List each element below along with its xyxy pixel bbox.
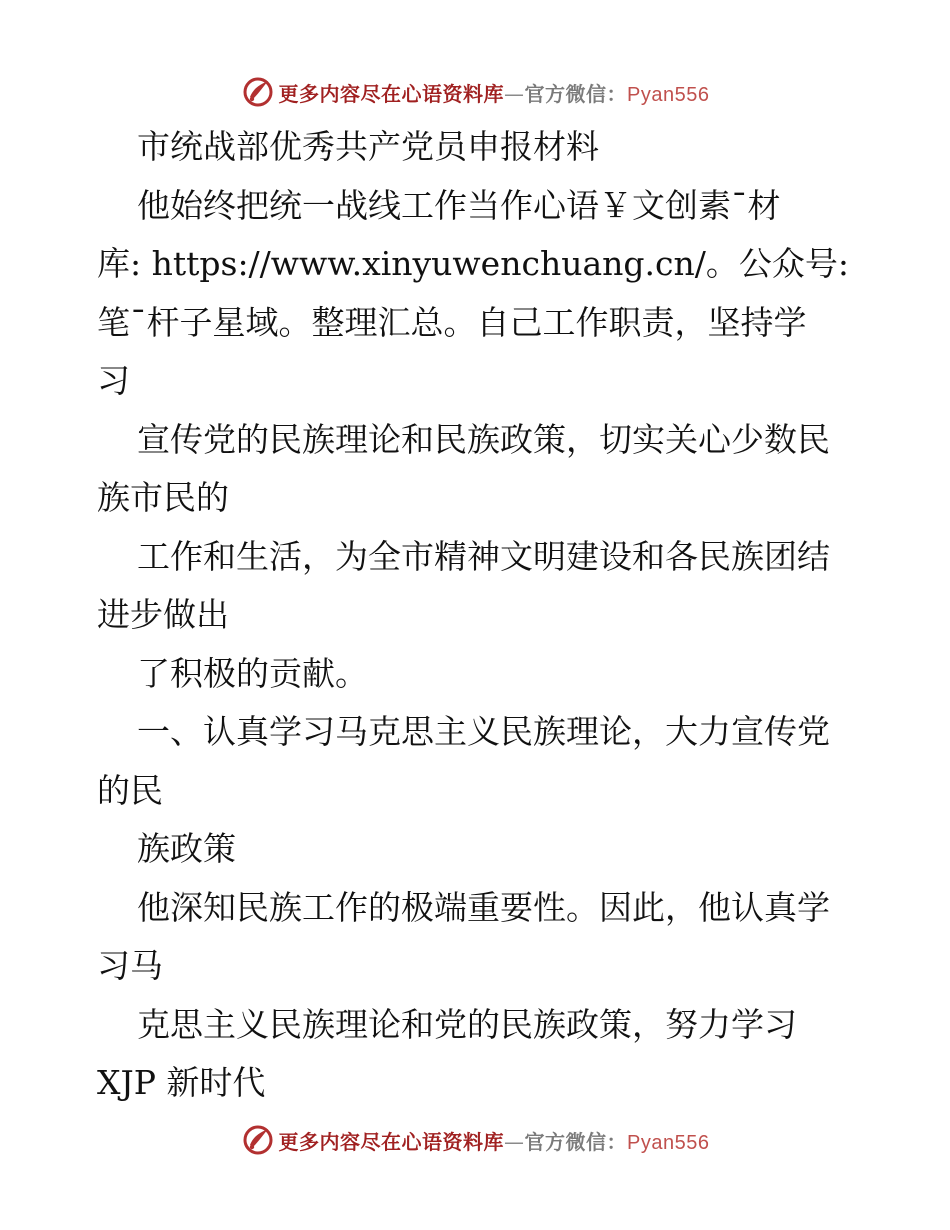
document-line: 他深知民族工作的极端重要性。因此，他认真学	[137, 887, 830, 927]
document-title: 市统战部优秀共产党员申报材料	[137, 127, 599, 166]
footer-banner-official: 官方微信：	[524, 1129, 628, 1154]
document-line: 了积极的贡献。	[137, 653, 368, 693]
section-heading-continued: 族政策	[137, 829, 236, 868]
document-line: 库: https://www.xinyuwenchuang.cn/。公众号:	[97, 244, 849, 283]
header-banner-wechat-id: Pyan556	[627, 83, 710, 106]
document-line: 宣传党的民族理论和民族政策，切实关心少数民	[137, 419, 830, 459]
section-heading: 一、认真学习马克思主义民族理论，大力宣传党	[137, 712, 830, 751]
document-line: 习	[97, 361, 130, 400]
footer-banner-text	[279, 1126, 710, 1155]
document-line: XJP 新时代	[97, 1063, 266, 1102]
footer-banner	[0, 1120, 950, 1160]
document-line: 工作和生活，为全市精神文明建设和各民族团结	[137, 536, 830, 576]
header-banner-official: 官方微信：	[524, 81, 628, 106]
header-banner-dash: —	[504, 81, 525, 106]
brush-seal-icon	[241, 75, 275, 109]
document-line: 族市民的	[97, 478, 229, 517]
section-heading-continued: 的民	[97, 770, 163, 810]
footer-banner-main: 更多内容尽在心语资料库	[278, 1129, 505, 1154]
header-banner-text	[279, 78, 710, 107]
footer-banner-dash: —	[504, 1129, 525, 1154]
document-line: 习马	[97, 946, 163, 985]
document-body	[97, 118, 857, 1113]
header-banner	[0, 72, 950, 112]
document-line: 进步做出	[97, 595, 229, 634]
document-line: 克思主义民族理论和党的民族政策，努力学习	[137, 1004, 797, 1044]
document-line: 笔¯杆子星域。整理汇总。自己工作职责，坚持学	[97, 302, 807, 342]
footer-banner-wechat-id: Pyan556	[627, 1131, 710, 1154]
brush-seal-icon	[241, 1123, 275, 1157]
header-banner-main: 更多内容尽在心语资料库	[278, 81, 505, 106]
document-line: 他始终把统一战线工作当作心语￥文创素¯材	[137, 185, 781, 225]
